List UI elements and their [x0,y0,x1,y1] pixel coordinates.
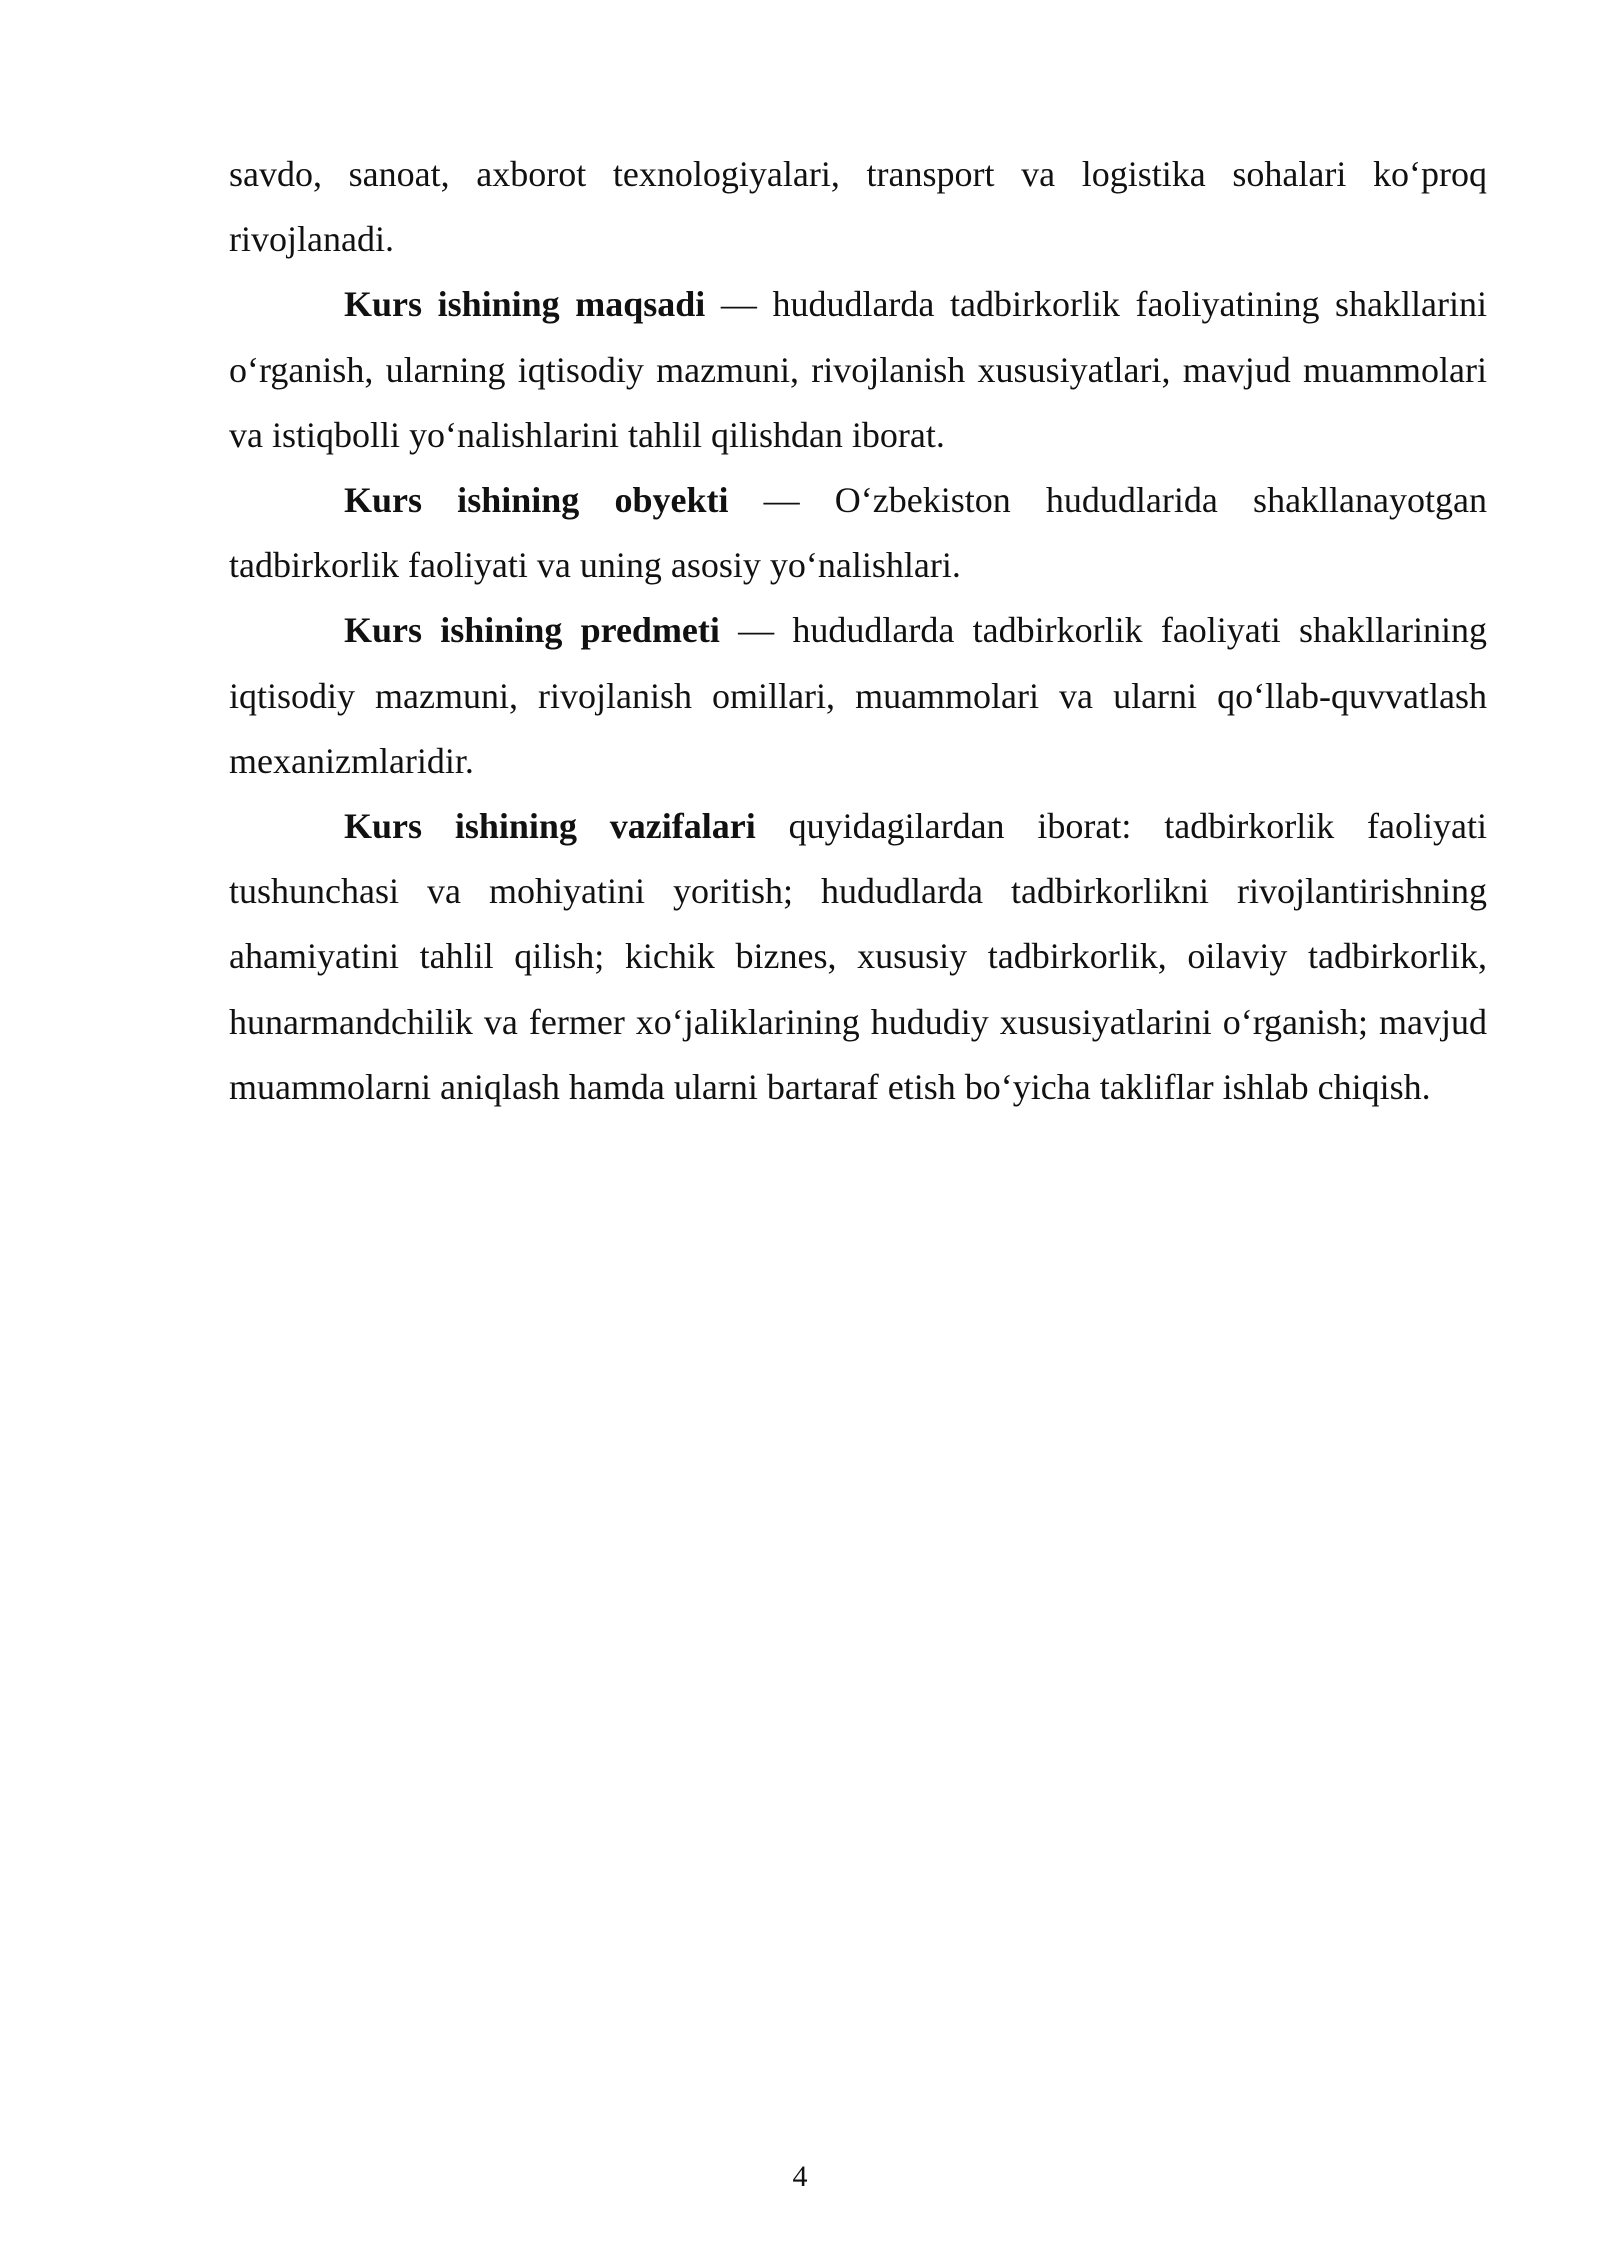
paragraph-text: savdo, sanoat, axborot texnologiyalari, transport va logistika sohalari ko‘proq rivojlanadi. [229,154,1487,260]
paragraph-tasks [229,794,1487,1120]
paragraph-object [229,468,1487,598]
paragraph-continuation [229,142,1487,272]
body-text [229,142,1487,1120]
paragraph-text: — O‘zbekiston hududlarida shakllanayotgan tadbirkorlik faoliyati va uning asosiy yo‘nalishlari. [229,480,1487,586]
paragraph-lead: Kurs ishining predmeti [344,610,720,651]
paragraph-text: — hududlarda tadbirkorlik faoliyati shakllarining iqtisodiy mazmuni, rivojlanish omillari, muammolari va ularni qo‘llab-quvvatlash mexanizmlaridir. [229,610,1487,781]
paragraph-subject [229,598,1487,794]
paragraph-text: — hududlarda tadbirkorlik faoliyatining shakllarini o‘rganish, ularning iqtisodiy mazmuni, rivojlanish xususiyatlari, mavjud muammolari va istiqbolli yo‘nalishlarini tahlil qilishdan iborat. [229,284,1488,455]
page-number: 4 [792,2160,808,2193]
paragraph-text: quyidagilardan iborat: tadbirkorlik faoliyati tushunchasi va mohiyatini yoritish; hududlarda tadbirkorlikni rivojlantirishning ahamiyatini tahlil qilish; kichik biznes, xususiy tadbirkorlik, oilaviy tadbirkorlik, hunarmandchilik va fermer xo‘jaliklarining hududiy xususiyatlarini o‘rganish; mavjud muammolarni aniqlash hamda ularni bartaraf etish bo‘yicha takliflar ishlab chiqish. [229,806,1488,1107]
paragraph-lead: Kurs ishining maqsadi [344,284,706,325]
paragraph-goal [229,272,1487,468]
paragraph-lead: Kurs ishining obyekti [344,480,729,521]
paragraph-lead: Kurs ishining vazifalari [344,806,756,847]
